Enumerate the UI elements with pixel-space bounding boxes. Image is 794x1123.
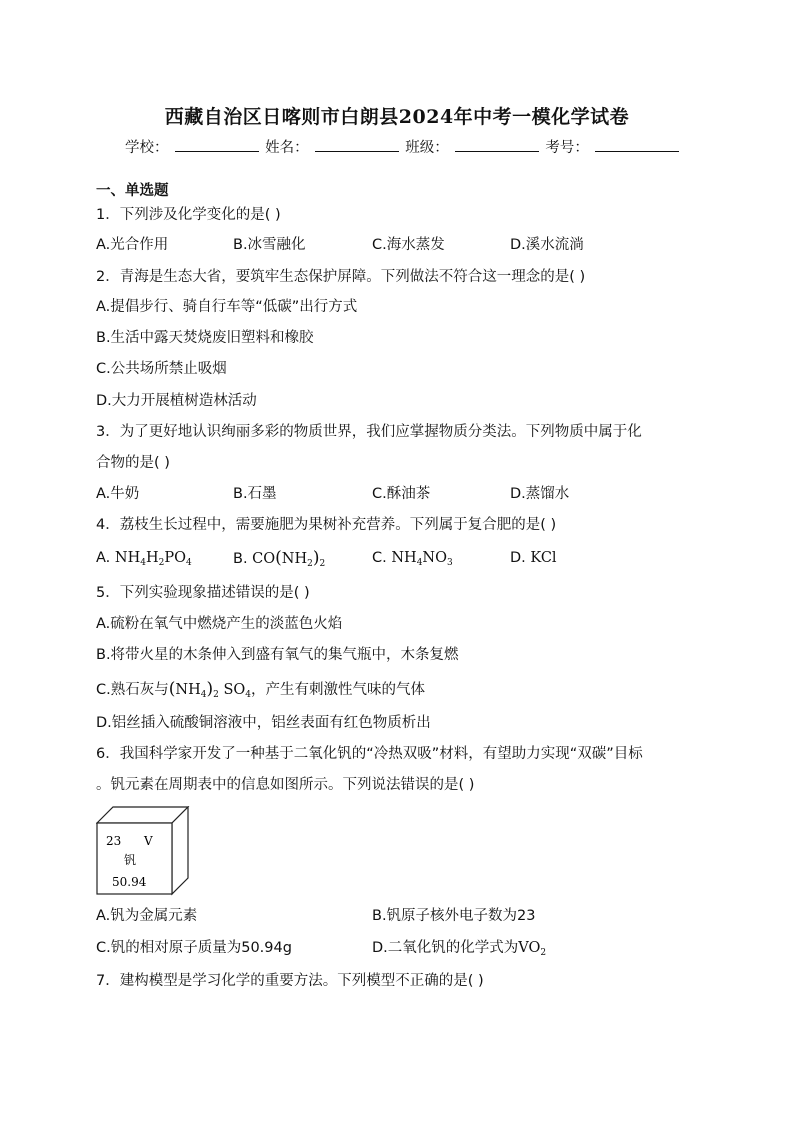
question-4-stem: 4．荔枝生长过程中，需要施肥为果树补充营养。下列属于复合肥的是( )	[96, 517, 557, 533]
formula-urea: $CO(NH_2)_2$	[252, 548, 326, 569]
option-d[interactable]: D.铝丝插入硫酸铜溶液中，铝丝表面有红色物质析出	[96, 715, 431, 731]
question-1-stem: 1．下列涉及化学变化的是( )	[96, 207, 281, 223]
class-label: 班级：	[405, 140, 449, 156]
option-letter: D.	[510, 550, 526, 566]
option-b[interactable]: B.钒原子核外电子数为23	[372, 908, 536, 924]
option-c[interactable]	[372, 548, 453, 573]
option-a[interactable]: A.牛奶	[96, 486, 140, 502]
option-letter: B.	[233, 551, 248, 567]
question-7-stem: 7．建构模型是学习化学的重要方法。下列模型不正确的是( )	[96, 973, 484, 989]
option-c[interactable]: C.钒的相对原子质量为50.94g	[96, 940, 292, 956]
number-blank[interactable]	[595, 137, 679, 152]
option-a[interactable]	[96, 548, 192, 573]
name-blank[interactable]	[315, 137, 399, 152]
section-heading: 一、单选题	[96, 183, 169, 199]
option-a[interactable]: A.光合作用	[96, 237, 169, 253]
school-blank[interactable]	[175, 137, 259, 152]
option-d[interactable]: D.蒸馏水	[510, 486, 570, 502]
option-d[interactable]: D.溪水流淌	[510, 237, 584, 253]
formula-nh4h2po4: $NH_4H_2PO_4$	[114, 550, 192, 568]
option-letter: A.	[96, 550, 111, 566]
option-b[interactable]: B.生活中露天焚烧废旧塑料和橡胶	[96, 330, 314, 346]
formula-kcl: KCl	[530, 550, 557, 566]
element-cell-figure	[96, 806, 192, 902]
option-c[interactable]: C.海水蒸发	[372, 237, 445, 253]
formula-vo2: $VO_2$	[518, 940, 547, 958]
option-a[interactable]: A.提倡步行、骑自行车等“低碳”出行方式	[96, 299, 358, 315]
question-3-stem-line2: 合物的是( )	[96, 455, 170, 471]
element-name: 钒	[124, 853, 137, 867]
name-label: 姓名：	[265, 140, 309, 156]
option-c[interactable]: C.酥油茶	[372, 486, 431, 502]
option-d[interactable]: D.大力开展植树造林活动	[96, 393, 257, 409]
atomic-mass: 50.94	[112, 875, 147, 889]
option-a[interactable]: A.硫粉在氧气中燃烧产生的淡蓝色火焰	[96, 616, 343, 632]
question-6-stem-line2: 。钒元素在周期表中的信息如图所示。下列说法错误的是( )	[96, 777, 475, 793]
element-symbol: V	[144, 834, 153, 848]
formula-nh42so4: $(NH_4)_2$ $SO_4$	[168, 679, 251, 700]
page-title: 西藏自治区日喀则市白朗县2024年中考一模化学试卷	[164, 106, 630, 128]
option-letter: C.	[372, 550, 387, 566]
option-b[interactable]: B.石墨	[233, 486, 277, 502]
option-b[interactable]	[233, 548, 325, 574]
question-6-stem-line1: 6．我国科学家开发了一种基于二氧化钒的“冷热双吸”材料，有望助力实现“双碳”目标	[96, 746, 643, 762]
option-d[interactable]: D.二氧化钒的化学式为$VO_2$	[372, 940, 547, 958]
question-5-stem: 5．下列实验现象描述错误的是( )	[96, 585, 310, 601]
school-label: 学校：	[125, 140, 169, 156]
question-3-stem-line1: 3．为了更好地认识绚丽多彩的物质世界，我们应掌握物质分类法。下列物质中属于化	[96, 424, 642, 440]
element-cell-cube	[96, 806, 192, 898]
option-b[interactable]: B.冰雪融化	[233, 237, 306, 253]
option-b[interactable]: B.将带火星的木条伸入到盛有氧气的集气瓶中，木条复燃	[96, 647, 459, 663]
option-a[interactable]: A.钒为金属元素	[96, 908, 198, 924]
student-info-row	[125, 136, 681, 157]
number-label: 考号：	[545, 140, 589, 156]
question-2-stem: 2．青海是生态大省，要筑牢生态保护屏障。下列做法不符合这一理念的是( )	[96, 269, 586, 285]
option-c[interactable]: C.公共场所禁止吸烟	[96, 361, 227, 377]
option-d[interactable]	[510, 548, 557, 568]
option-c[interactable]: C.熟石灰与$(NH_4)_2$ $SO_4$，产生有刺激性气味的气体	[96, 679, 425, 700]
formula-nh4no3: $NH_4NO_3$	[391, 550, 453, 568]
class-blank[interactable]	[455, 137, 539, 152]
atomic-number: 23	[106, 834, 122, 848]
